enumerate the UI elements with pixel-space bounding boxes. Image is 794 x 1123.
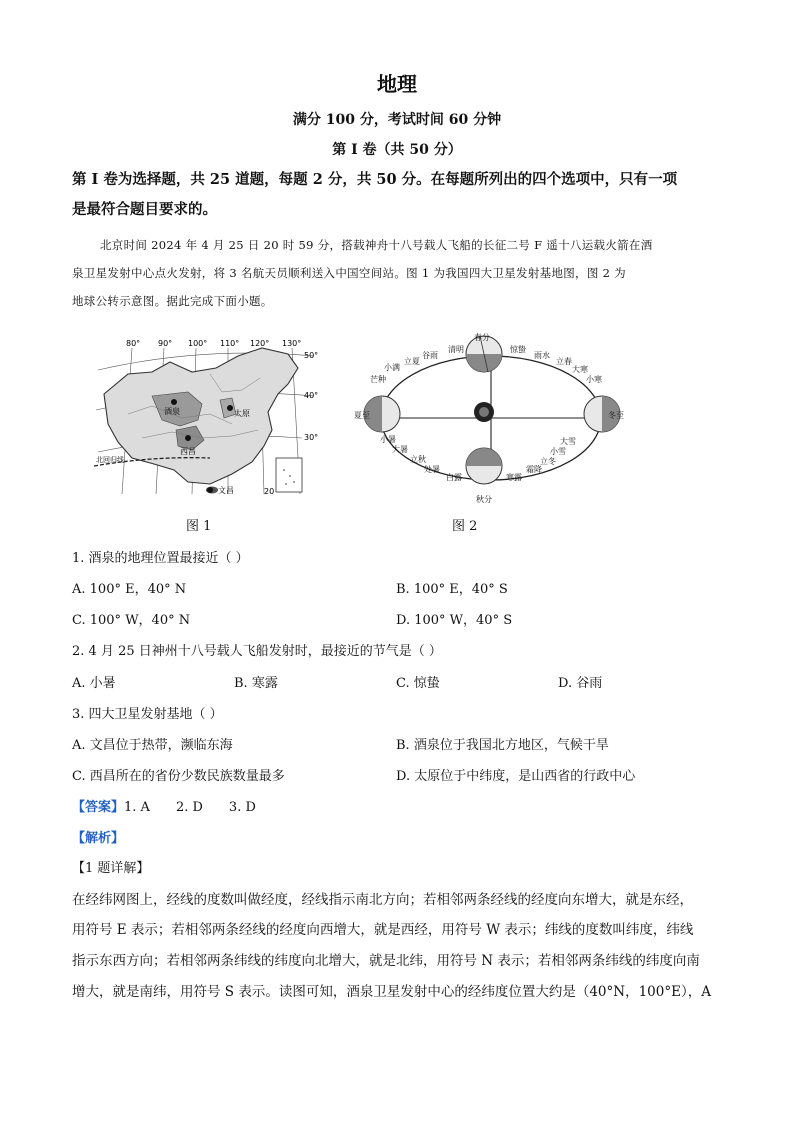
term-liqiu: 立秋 xyxy=(410,455,426,464)
question-2-option-c: C. 惊蛰 xyxy=(396,676,440,691)
term-xiaoman: 小满 xyxy=(384,363,400,372)
figure-2-caption: 图 2 xyxy=(452,519,478,534)
analysis-line-4: 增大，就是南纬，用符号 S 表示。读图可知，酒泉卫星发射中心的经纬度位置大约是（40°N，100°E），A xyxy=(72,984,711,1000)
term-autumn-equinox: 秋分 xyxy=(476,495,492,504)
question-2-option-a: A. 小暑 xyxy=(72,676,116,691)
analysis-line-1: 在经纬网图上，经线的度数叫做经度，经线指示南北方向；若相邻两条经线的经度向东增大，就是东经， xyxy=(72,892,693,908)
question-1-option-a: A. 100° E，40° N xyxy=(72,582,187,597)
lon-label-90: 90° xyxy=(158,339,173,348)
term-chushu: 处暑 xyxy=(424,465,440,474)
figure-1-caption: 图 1 xyxy=(186,519,212,534)
analysis-heading xyxy=(72,827,124,846)
lon-label-110: 110° xyxy=(220,339,240,348)
tropic-label: 北回归线 xyxy=(96,456,124,464)
term-winter-solstice: 冬至 xyxy=(608,411,624,420)
question-3-option-c: C. 西昌所在的省份少数民族数量最多 xyxy=(72,769,285,784)
term-dahan: 大寒 xyxy=(572,365,588,374)
question-3-stem: 3. 四大卫星发射基地（ ） xyxy=(72,707,223,722)
lon-label-80: 80° xyxy=(126,339,141,348)
detail-heading: 【1 题详解】 xyxy=(72,861,150,876)
term-qingming: 清明 xyxy=(448,345,464,354)
site-xichang-marker xyxy=(185,435,191,441)
site-label-xichang: 西昌 xyxy=(180,447,196,456)
answer-line xyxy=(72,796,256,815)
term-jingzhe: 惊蛰 xyxy=(510,345,526,354)
analysis-line-2: 用符号 E 表示；若相邻两条经线的经度向西增大，就是西经，用符号 W 表示；纬线的度数叫纬度，纬线 xyxy=(72,922,694,938)
site-label-wenchang: 文昌 xyxy=(218,486,234,495)
term-dashu: 大暑 xyxy=(392,445,408,454)
site-taiyuan-marker xyxy=(227,405,233,411)
site-jiuquan-marker xyxy=(171,399,177,405)
question-3-option-d: D. 太原位于中纬度，是山西省的行政中心 xyxy=(396,769,636,784)
analysis-label: 【解析】 xyxy=(72,831,125,846)
page-title: 地理 xyxy=(377,72,417,96)
south-sea-inset xyxy=(276,458,302,492)
site-label-taiyuan: 太原 xyxy=(234,409,250,418)
term-yushui: 雨水 xyxy=(534,351,550,360)
answer-item-2: 2. D xyxy=(175,800,203,815)
passage-line-3: 地球公转示意图。据此完成下面小题。 xyxy=(72,294,273,308)
answer-item-1: 1. A xyxy=(124,800,150,815)
lat-label-40: 40° xyxy=(304,391,319,400)
lon-label-120: 120° xyxy=(250,339,270,348)
term-shuangjiang: 霜降 xyxy=(526,465,542,474)
answer-label: 【答案】 xyxy=(72,800,125,815)
question-2-option-d: D. 谷雨 xyxy=(558,676,603,691)
question-1-option-c: C. 100° W，40° N xyxy=(72,613,191,628)
term-spring-equinox: 春分 xyxy=(474,333,490,342)
question-1-option-d: D. 100° W，40° S xyxy=(396,613,513,628)
question-3-option-a: A. 文昌位于热带，濒临东海 xyxy=(72,738,233,753)
orbit-diagram-graphic xyxy=(354,333,624,506)
analysis-line-3: 指示东西方向；若相邻两条纬线的纬度向北增大，就是北纬，用符号 N 表示；若相邻两条纬线的纬度向南 xyxy=(72,953,700,969)
inset-number: 20 xyxy=(264,487,275,496)
answer-item-3: 3. D xyxy=(228,800,256,815)
term-bailu: 白露 xyxy=(446,473,462,482)
figure-2-orbit xyxy=(354,333,624,506)
term-lixia: 立夏 xyxy=(404,357,420,366)
term-xiaoxue: 小雪 xyxy=(550,447,566,456)
term-xiaoshu: 小暑 xyxy=(380,435,396,444)
passage-line-1: 北京时间 2024 年 4 月 25 日 20 时 59 分，搭载神舟十八号载人飞船的长征二号 F 遥十八运载火箭在酒 xyxy=(100,238,653,252)
question-3-option-b: B. 酒泉位于我国北方地区，气候干旱 xyxy=(396,738,609,753)
term-daxue: 大雪 xyxy=(560,437,576,446)
term-xiaohan: 小寒 xyxy=(586,375,602,384)
term-hanlu: 寒露 xyxy=(506,473,522,482)
question-2-option-b: B. 寒露 xyxy=(234,676,278,691)
section-heading: 第 I 卷（共 50 分） xyxy=(332,142,462,158)
instructions-line-2: 是最符合题目要求的。 xyxy=(72,201,217,218)
site-wenchang-marker xyxy=(207,487,213,493)
term-guyu: 谷雨 xyxy=(422,351,438,360)
term-lidong: 立冬 xyxy=(540,457,556,466)
passage-line-2: 泉卫星发射中心点火发射，将 3 名航天员顺利送入中国空间站。图 1 为我国四大卫星发射基地图，图 2 为 xyxy=(72,266,626,280)
question-1-stem: 1. 酒泉的地理位置最接近（ ） xyxy=(72,551,249,566)
question-2-stem: 2. 4 月 25 日神州十八号载人飞船发射时，最接近的节气是（ ） xyxy=(72,644,442,659)
china-map-graphic xyxy=(92,334,324,506)
instructions-line-1: 第 I 卷为选择题，共 25 道题，每题 2 分，共 50 分。在每题所列出的四个选项中，只有一项 xyxy=(72,171,678,188)
exam-subtitle: 满分 100 分，考试时间 60 分钟 xyxy=(292,112,502,128)
figure-1-map xyxy=(92,334,324,506)
term-mangzhong: 芒种 xyxy=(370,375,386,384)
lon-label-130: 130° xyxy=(282,339,302,348)
lon-label-100: 100° xyxy=(188,339,208,348)
site-label-jiuquan: 酒泉 xyxy=(164,407,180,416)
lat-label-30: 30° xyxy=(304,433,319,442)
term-summer-solstice: 夏至 xyxy=(354,411,370,420)
earth-autumn-equinox xyxy=(466,448,502,484)
term-lichun: 立春 xyxy=(556,357,572,366)
question-1-option-b: B. 100° E，40° S xyxy=(396,582,508,597)
lat-label-50: 50° xyxy=(304,351,319,360)
